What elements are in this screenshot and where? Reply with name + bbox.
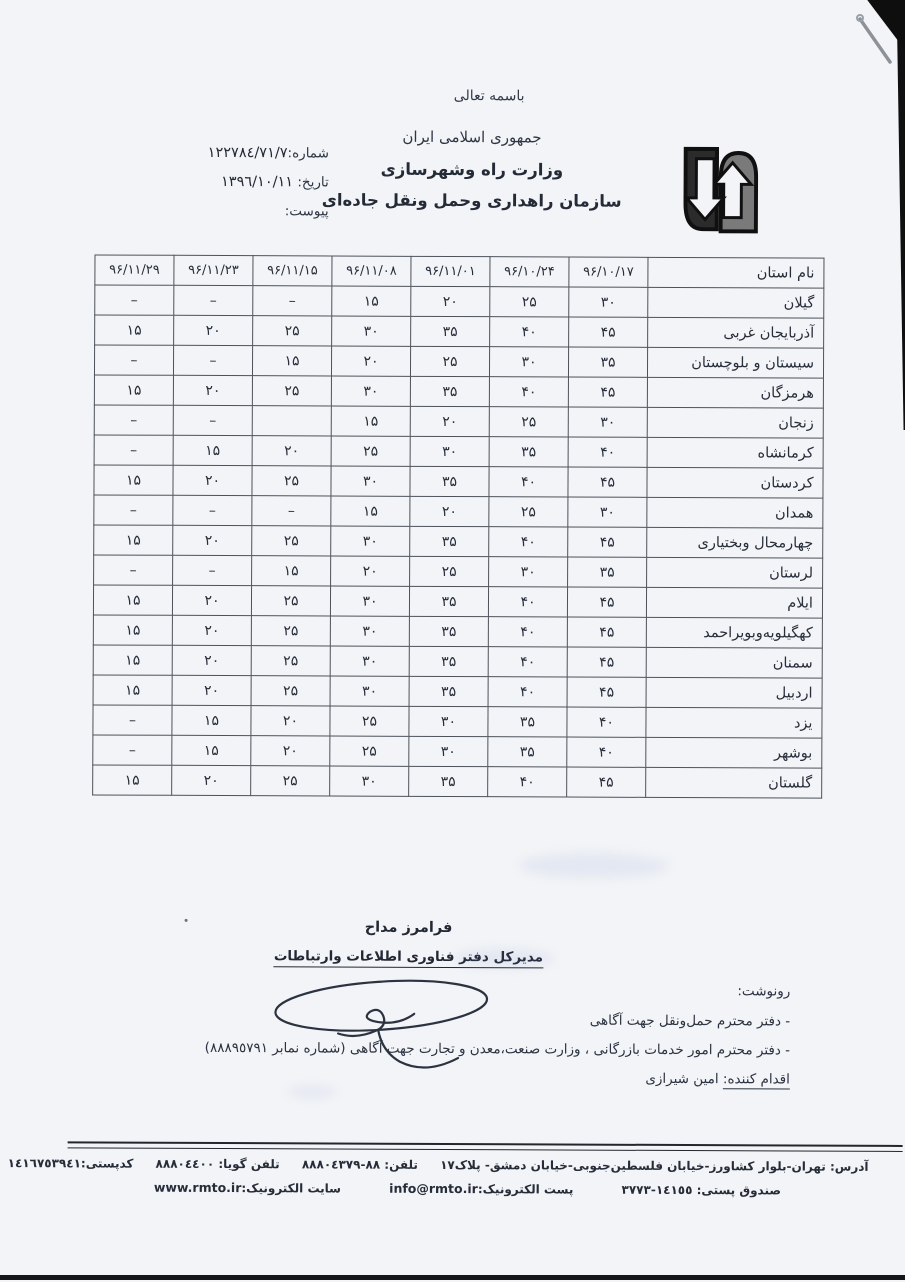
scan-smudge bbox=[519, 852, 669, 879]
value-cell: ۲۰ bbox=[172, 585, 251, 615]
table-header-row bbox=[95, 255, 824, 288]
value-cell: ۱۵ bbox=[94, 465, 173, 495]
value-cell: ۳۵ bbox=[409, 646, 488, 676]
value-cell: ۳۰ bbox=[568, 407, 647, 437]
value-cell: – bbox=[173, 345, 252, 375]
value-cell: – bbox=[253, 286, 332, 316]
phone-group: تلفن: ٨٨-٨٨٨٠٤٣٧٩ bbox=[301, 1157, 418, 1172]
value-cell: ۴۰ bbox=[567, 737, 646, 767]
value-cell: ۴۰ bbox=[489, 527, 568, 557]
date-header-cell: ۹۶/۱۱/۰۸ bbox=[332, 256, 411, 286]
country-line: جمهوری اسلامی ایران bbox=[402, 127, 542, 147]
date-header-cell: ۹۶/۱۱/۲۹ bbox=[95, 255, 174, 285]
table-row bbox=[93, 675, 822, 708]
table-row bbox=[95, 285, 824, 318]
province-cell: کردستان bbox=[647, 467, 823, 498]
value-cell: ۳۵ bbox=[410, 526, 489, 556]
province-cell: اردبیل bbox=[646, 677, 822, 708]
email-group: پست الکترونیک:info@rmto.ir bbox=[389, 1180, 574, 1197]
value-cell: ۴۵ bbox=[567, 617, 646, 647]
value-cell: ۳۵ bbox=[488, 707, 567, 737]
value-cell: ۲۵ bbox=[490, 287, 569, 317]
staple-mark bbox=[853, 10, 899, 74]
signer-name: فرامرز مداح bbox=[364, 919, 453, 937]
table-row bbox=[94, 465, 823, 498]
province-name-header: نام استان bbox=[648, 257, 824, 288]
value-cell: ۳۰ bbox=[409, 706, 488, 736]
address-group: آدرس: تهران-بلوار کشاورز-خیابان فلسطین‌جنوبی-خیابان دمشق- پلاک١٧ bbox=[440, 1157, 869, 1174]
value-cell: ۱۵ bbox=[172, 735, 251, 765]
cc-block bbox=[100, 980, 790, 1087]
value-cell: ۲۵ bbox=[252, 526, 331, 556]
value-cell: ۲۰ bbox=[331, 556, 410, 586]
cc-item: - دفتر محترم امور خدمات بازرگانی ، وزارت صنعت،معدن و تجارت جهت آگاهی (شماره نمابر ٨٨٨٩٥٧٩١) bbox=[204, 1039, 791, 1059]
footer-line-2 bbox=[57, 1179, 877, 1198]
value-cell: ۲۵ bbox=[251, 586, 330, 616]
province-cell: ایلام bbox=[646, 587, 822, 618]
postal-code-group: کدپستی:١٤١٦٧٥٣٩٤١ bbox=[7, 1156, 134, 1171]
organization-line: سازمان راهداری وحمل ونقل جاده‌ای bbox=[321, 190, 622, 211]
value-cell: ۱۵ bbox=[95, 315, 174, 345]
table-row bbox=[93, 645, 822, 678]
scan-edge-bottom bbox=[0, 1275, 905, 1280]
value-cell: – bbox=[94, 435, 173, 465]
value-cell: ۴۰ bbox=[489, 377, 568, 407]
value-cell: ۳۰ bbox=[569, 287, 648, 317]
table-row bbox=[94, 435, 823, 468]
value-cell: ۱۵ bbox=[172, 705, 251, 735]
value-cell: – bbox=[173, 405, 252, 435]
value-cell: ۱۵ bbox=[93, 615, 172, 645]
value-cell: ۱۵ bbox=[93, 645, 172, 675]
ministry-line: وزارت راه وشهرسازی bbox=[380, 159, 564, 180]
value-cell: ۳۵ bbox=[409, 676, 488, 706]
value-cell: ۳۰ bbox=[330, 646, 409, 676]
date-header-cell: ۹۶/۱۱/۰۱ bbox=[411, 256, 490, 286]
province-cell: کهگیلویه‌وبویراحمد bbox=[646, 617, 822, 648]
value-cell: ۴۰ bbox=[488, 617, 567, 647]
value-cell: ۴۵ bbox=[568, 527, 647, 557]
value-cell: ۱۵ bbox=[94, 525, 173, 555]
table-row bbox=[94, 525, 823, 558]
value-cell: ۳۰ bbox=[331, 376, 410, 406]
date-header-cell: ۹۶/۱۱/۲۳ bbox=[174, 255, 253, 285]
value-cell: ۴۵ bbox=[568, 467, 647, 497]
value-cell: – bbox=[93, 705, 172, 735]
number-value: ١٢٢٧٨٤/٧١/٧ bbox=[207, 144, 288, 162]
province-cell: آذربایجان غربی bbox=[648, 317, 824, 348]
number-label: شماره: bbox=[287, 145, 329, 162]
province-schedule-table bbox=[92, 254, 824, 798]
website-group: سایت الکترونیک:www.rmto.ir bbox=[153, 1179, 342, 1196]
value-cell: ۱۵ bbox=[93, 765, 172, 795]
value-cell: – bbox=[94, 495, 173, 525]
value-cell: ۲۰ bbox=[174, 315, 253, 345]
table-row bbox=[93, 585, 822, 618]
value-cell: ۳۰ bbox=[410, 436, 489, 466]
attachment-label: پیوست: bbox=[284, 203, 329, 220]
province-cell: لرستان bbox=[647, 557, 823, 588]
value-cell: ۲۵ bbox=[330, 736, 409, 766]
value-cell bbox=[252, 406, 331, 436]
value-cell: ۳۰ bbox=[331, 526, 410, 556]
value-cell: – bbox=[94, 555, 173, 585]
letter-date-row bbox=[97, 173, 329, 190]
value-cell: ۳۰ bbox=[330, 766, 409, 796]
handler-label: اقدام کننده: bbox=[722, 1071, 790, 1088]
table-body bbox=[93, 285, 824, 798]
value-cell: ۲۵ bbox=[251, 766, 330, 796]
footer-divider bbox=[68, 1141, 903, 1152]
province-cell: کرمانشاه bbox=[647, 437, 823, 468]
value-cell: ۱۵ bbox=[252, 346, 331, 376]
table-row bbox=[94, 495, 823, 528]
value-cell: ۳۵ bbox=[409, 616, 488, 646]
value-cell: ۲۵ bbox=[331, 436, 410, 466]
value-cell: ۱۵ bbox=[331, 496, 410, 526]
value-cell: ۳۰ bbox=[330, 676, 409, 706]
value-cell: ۳۵ bbox=[568, 557, 647, 587]
footer-block bbox=[7, 1156, 877, 1207]
value-cell: ۲۵ bbox=[410, 346, 489, 376]
value-cell: – bbox=[252, 496, 331, 526]
value-cell: ۳۰ bbox=[568, 497, 647, 527]
value-cell: ۲۰ bbox=[173, 525, 252, 555]
footer-line-1 bbox=[7, 1156, 878, 1174]
value-cell: ۳۵ bbox=[409, 586, 488, 616]
value-cell: ۴۰ bbox=[488, 647, 567, 677]
table-row bbox=[93, 615, 822, 648]
handler-row bbox=[100, 1068, 790, 1087]
province-cell: یزد bbox=[646, 707, 822, 738]
value-cell: – bbox=[173, 495, 252, 525]
value-cell: ۴۰ bbox=[568, 437, 647, 467]
value-cell: ۲۵ bbox=[251, 616, 330, 646]
value-cell: ۲۰ bbox=[252, 436, 331, 466]
value-cell: ۲۵ bbox=[252, 376, 331, 406]
value-cell: ۱۵ bbox=[93, 585, 172, 615]
value-cell: ۳۰ bbox=[330, 616, 409, 646]
value-cell: ۲۵ bbox=[410, 556, 489, 586]
province-cell: بوشهر bbox=[646, 737, 822, 768]
value-cell: ۴۰ bbox=[489, 467, 568, 497]
cc-item: - دفتر محترم حمل‌ونقل جهت آگاهی bbox=[589, 1012, 791, 1030]
value-cell: ۱۵ bbox=[173, 435, 252, 465]
province-cell: گلستان bbox=[646, 767, 822, 798]
value-cell: ۳۵ bbox=[410, 466, 489, 496]
value-cell: ۲۰ bbox=[173, 465, 252, 495]
province-cell: سیستان و بلوچستان bbox=[647, 347, 823, 378]
value-cell: ۲۰ bbox=[251, 706, 330, 736]
value-cell: ۴۰ bbox=[488, 767, 567, 797]
value-cell: ۲۰ bbox=[173, 375, 252, 405]
value-cell: ۳۰ bbox=[330, 586, 409, 616]
value-cell: – bbox=[94, 405, 173, 435]
table-row bbox=[94, 345, 823, 378]
value-cell: ۱۵ bbox=[94, 375, 173, 405]
value-cell: ۲۵ bbox=[253, 316, 332, 346]
value-cell: ۳۰ bbox=[331, 466, 410, 496]
value-cell: ۳۵ bbox=[568, 347, 647, 377]
value-cell: ۴۰ bbox=[567, 707, 646, 737]
handler-name: امین شیرازی bbox=[645, 1070, 719, 1088]
table-row bbox=[94, 375, 823, 408]
value-cell: ۲۰ bbox=[331, 346, 410, 376]
value-cell: ۲۵ bbox=[489, 407, 568, 437]
scan-smudge bbox=[288, 1085, 336, 1098]
value-cell: ۲۰ bbox=[251, 736, 330, 766]
province-cell: همدان bbox=[647, 497, 823, 528]
value-cell: – bbox=[93, 735, 172, 765]
value-cell: ۳۰ bbox=[332, 316, 411, 346]
value-cell: ۲۵ bbox=[251, 676, 330, 706]
value-cell: ۲۰ bbox=[172, 675, 251, 705]
date-header-cell: ۹۶/۱۱/۱۵ bbox=[253, 256, 332, 286]
table-row bbox=[95, 315, 824, 348]
value-cell: ۳۰ bbox=[489, 557, 568, 587]
value-cell: ۳۵ bbox=[489, 437, 568, 467]
table-row bbox=[93, 705, 822, 738]
value-cell: ۳۵ bbox=[411, 316, 490, 346]
table-row bbox=[93, 765, 822, 798]
province-cell: سمنان bbox=[646, 647, 822, 678]
table-row bbox=[93, 735, 822, 768]
value-cell: ۲۰ bbox=[410, 496, 489, 526]
signer-title: مدیرکل دفتر فناوری اطلاعات وارتباطات bbox=[274, 948, 543, 968]
value-cell: ۳۵ bbox=[488, 737, 567, 767]
value-cell: ۴۰ bbox=[488, 587, 567, 617]
value-cell: ۴۵ bbox=[568, 377, 647, 407]
date-label: تاریخ: bbox=[297, 174, 329, 191]
value-cell: ۲۵ bbox=[330, 706, 409, 736]
value-cell: ۴۰ bbox=[488, 677, 567, 707]
date-value: ١٣٩٦/١٠/١١ bbox=[220, 173, 294, 191]
value-cell: – bbox=[174, 285, 253, 315]
province-cell: زنجان bbox=[647, 407, 823, 438]
value-cell: ۱۵ bbox=[332, 286, 411, 316]
value-cell: ۲۰ bbox=[172, 765, 251, 795]
value-cell: ۴۵ bbox=[567, 647, 646, 677]
value-cell: ۱۵ bbox=[252, 556, 331, 586]
value-cell: ۳۰ bbox=[409, 736, 488, 766]
value-cell: ۲۰ bbox=[411, 286, 490, 316]
value-cell: ۲۰ bbox=[172, 615, 251, 645]
attachment-row bbox=[97, 202, 329, 219]
date-header-cell: ۹۶/۱۰/۲۴ bbox=[490, 257, 569, 287]
value-cell: ۲۰ bbox=[172, 645, 251, 675]
value-cell: ۴۵ bbox=[567, 587, 646, 617]
letterhead-org-block bbox=[322, 127, 622, 210]
value-cell: – bbox=[173, 555, 252, 585]
voice-phone-group: تلفن گویا: ٨٨٨٠٤٤٠٠ bbox=[155, 1156, 280, 1172]
rmto-logo-icon bbox=[674, 141, 768, 235]
value-cell: ۲۵ bbox=[252, 466, 331, 496]
province-cell: گیلان bbox=[648, 287, 824, 318]
ink-dot-artifact bbox=[185, 919, 188, 922]
value-cell: ۴۵ bbox=[567, 767, 646, 797]
province-cell: چهارمحال وبختیاری bbox=[647, 527, 823, 558]
table-row bbox=[94, 405, 823, 438]
cc-label: رونوشت: bbox=[737, 983, 791, 1000]
letter-meta-block bbox=[97, 144, 329, 232]
bismillah-line: باسمه تعالی bbox=[453, 88, 525, 105]
table-row bbox=[94, 555, 823, 588]
value-cell: ۳۰ bbox=[489, 347, 568, 377]
value-cell: ۴۵ bbox=[569, 317, 648, 347]
value-cell: – bbox=[94, 345, 173, 375]
letter-number-row bbox=[97, 144, 329, 161]
province-cell: هرمزگان bbox=[647, 377, 823, 408]
value-cell: ۴۰ bbox=[490, 317, 569, 347]
value-cell: ۱۵ bbox=[93, 675, 172, 705]
value-cell: ۳۵ bbox=[410, 376, 489, 406]
value-cell: ۲۵ bbox=[489, 497, 568, 527]
scan-smudge bbox=[453, 948, 553, 968]
value-cell: ۴۵ bbox=[567, 677, 646, 707]
value-cell: ۱۵ bbox=[331, 406, 410, 436]
value-cell: – bbox=[95, 285, 174, 315]
value-cell: ۳۵ bbox=[409, 766, 488, 796]
date-header-cell: ۹۶/۱۰/۱۷ bbox=[569, 257, 648, 287]
pobox-group: صندوق پستی: ١٤١٥٥-٣٧٧٣ bbox=[621, 1182, 782, 1198]
value-cell: ۲۰ bbox=[410, 406, 489, 436]
value-cell: ۲۵ bbox=[251, 646, 330, 676]
